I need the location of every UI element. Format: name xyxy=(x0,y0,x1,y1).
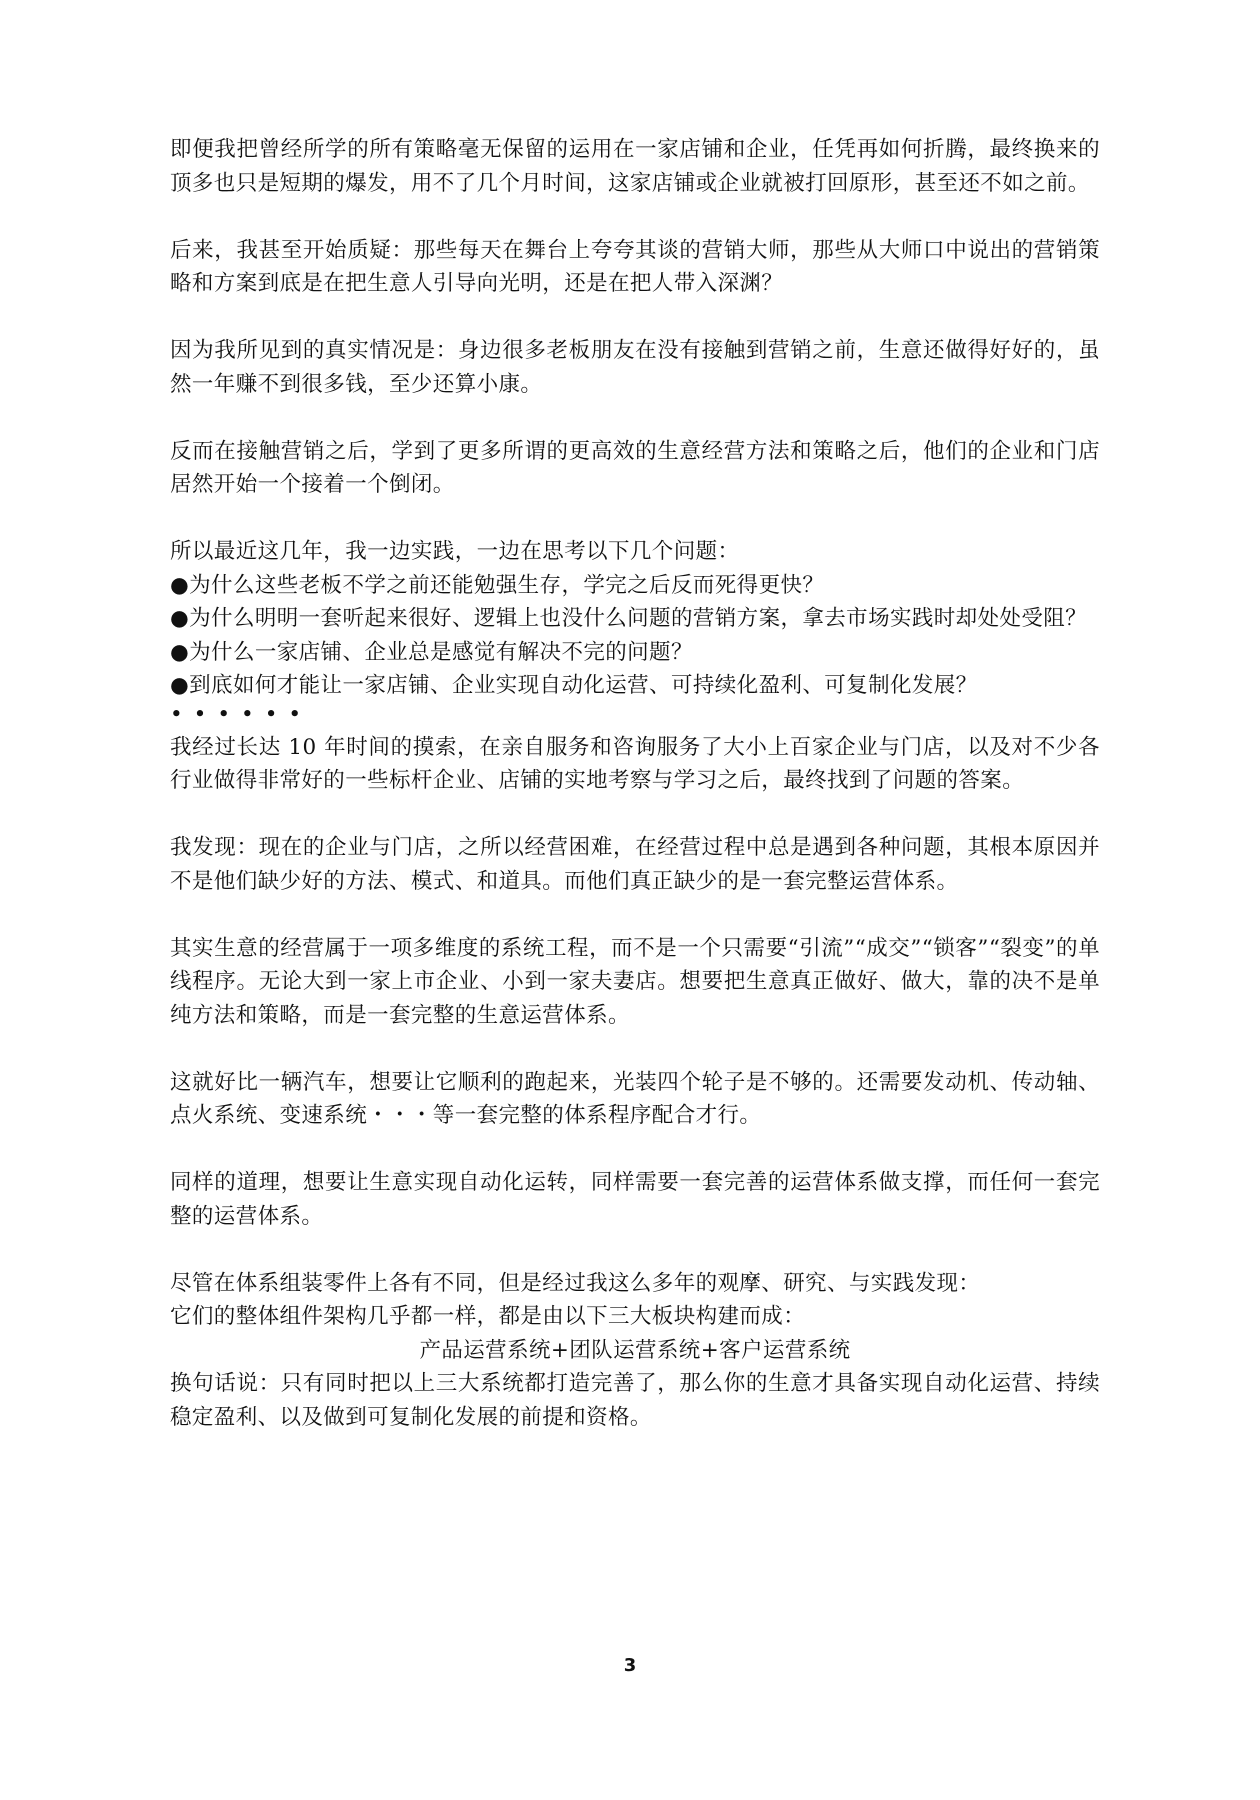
final-block xyxy=(170,1267,1100,1435)
question-item-3: ●为什么一家店铺、企业总是感觉有解决不完的问题？ xyxy=(170,639,693,665)
paragraph-9: 同样的道理，想要让生意实现自动化运转，同样需要一套完善的运营体系做支撑，而任何一套完整的运营体系。 xyxy=(170,1170,1100,1229)
paragraph-1: 即便我把曾经所学的所有策略毫无保留的运用在一家店铺和企业，任凭再如何折腾，最终换来的顶多也只是短期的爆发，用不了几个月时间，这家店铺或企业就被打回原形，甚至还不如之前。 xyxy=(170,137,1100,196)
ellipsis-dots: •••••• xyxy=(170,701,313,727)
page-body xyxy=(170,133,1100,1434)
question-list xyxy=(170,535,1100,727)
final-line-2: 它们的整体组件架构几乎都一样，都是由以下三大板块构建而成： xyxy=(170,1304,806,1329)
question-item-2: ●为什么明明一套听起来很好、逻辑上也没什么问题的营销方案，拿去市场实践时却处处受阻？ xyxy=(170,606,1088,631)
page-number: 3 xyxy=(623,1655,637,1676)
paragraph-6: 我发现：现在的企业与门店，之所以经营困难，在经营过程中总是遇到各种问题，其根本原因并不是他们缺少好的方法、模式、和道具。而他们真正缺少的是一套完整运营体系。 xyxy=(170,835,1100,894)
final-line-1: 尽管在体系组装零件上各有不同，但是经过我这么多年的观摩、研究、与实践发现： xyxy=(170,1270,981,1296)
conclusion-paragraph: 换句话说：只有同时把以上三大系统都打造完善了，那么你的生意才具备实现自动化运营、持续稳定盈利、以及做到可复制化发展的前提和资格。 xyxy=(170,1371,1100,1430)
paragraph-7: 其实生意的经营属于一项多维度的系统工程，而不是一个只需要“引流”“成交”“锁客”“裂变”的单线程序。无论大到一家上市企业、小到一家夫妻店。想要把生意真正做好、做大，靠的决不是单纯方法和策略，而是一套完整的生意运营体系。 xyxy=(170,935,1100,1028)
paragraph-4: 反而在接触营销之后，学到了更多所谓的更高效的生意经营方法和策略之后，他们的企业和门店居然开始一个接着一个倒闭。 xyxy=(170,438,1100,497)
question-item-4: ●到底如何才能让一家店铺、企业实现自动化运营、可持续化盈利、可复制化发展？ xyxy=(170,673,978,698)
paragraph-8: 这就好比一辆汽车，想要让它顺利的跑起来，光装四个轮子是不够的。还需要发动机、传动轴、点火系统、变速系统・・・等一套完整的体系程序配合才行。 xyxy=(170,1069,1100,1128)
question-intro: 所以最近这几年，我一边实践，一边在思考以下几个问题： xyxy=(170,539,740,564)
paragraph-2: 后来，我甚至开始质疑：那些每天在舞台上夸夸其谈的营销大师，那些从大师口中说出的营销策略和方案到底是在把生意人引导向光明，还是在把人带入深渊？ xyxy=(170,237,1100,296)
paragraph-3: 因为我所见到的真实情况是：身边很多老板朋友在没有接触到营销之前，生意还做得好好的，虽然一年赚不到很多钱，至少还算小康。 xyxy=(170,338,1100,397)
system-formula: 产品运营系统+团队运营系统+客户运营系统 xyxy=(419,1337,851,1363)
paragraph-5: 我经过长达 10 年时间的摸索，在亲自服务和咨询服务了大小上百家企业与门店，以及对不少各行业做得非常好的一些标杆企业、店铺的实地考察与学习之后，最终找到了问题的答案。 xyxy=(170,734,1100,793)
question-item-1: ●为什么这些老板不学之前还能勉强生存，学完之后反而死得更快？ xyxy=(170,572,825,598)
